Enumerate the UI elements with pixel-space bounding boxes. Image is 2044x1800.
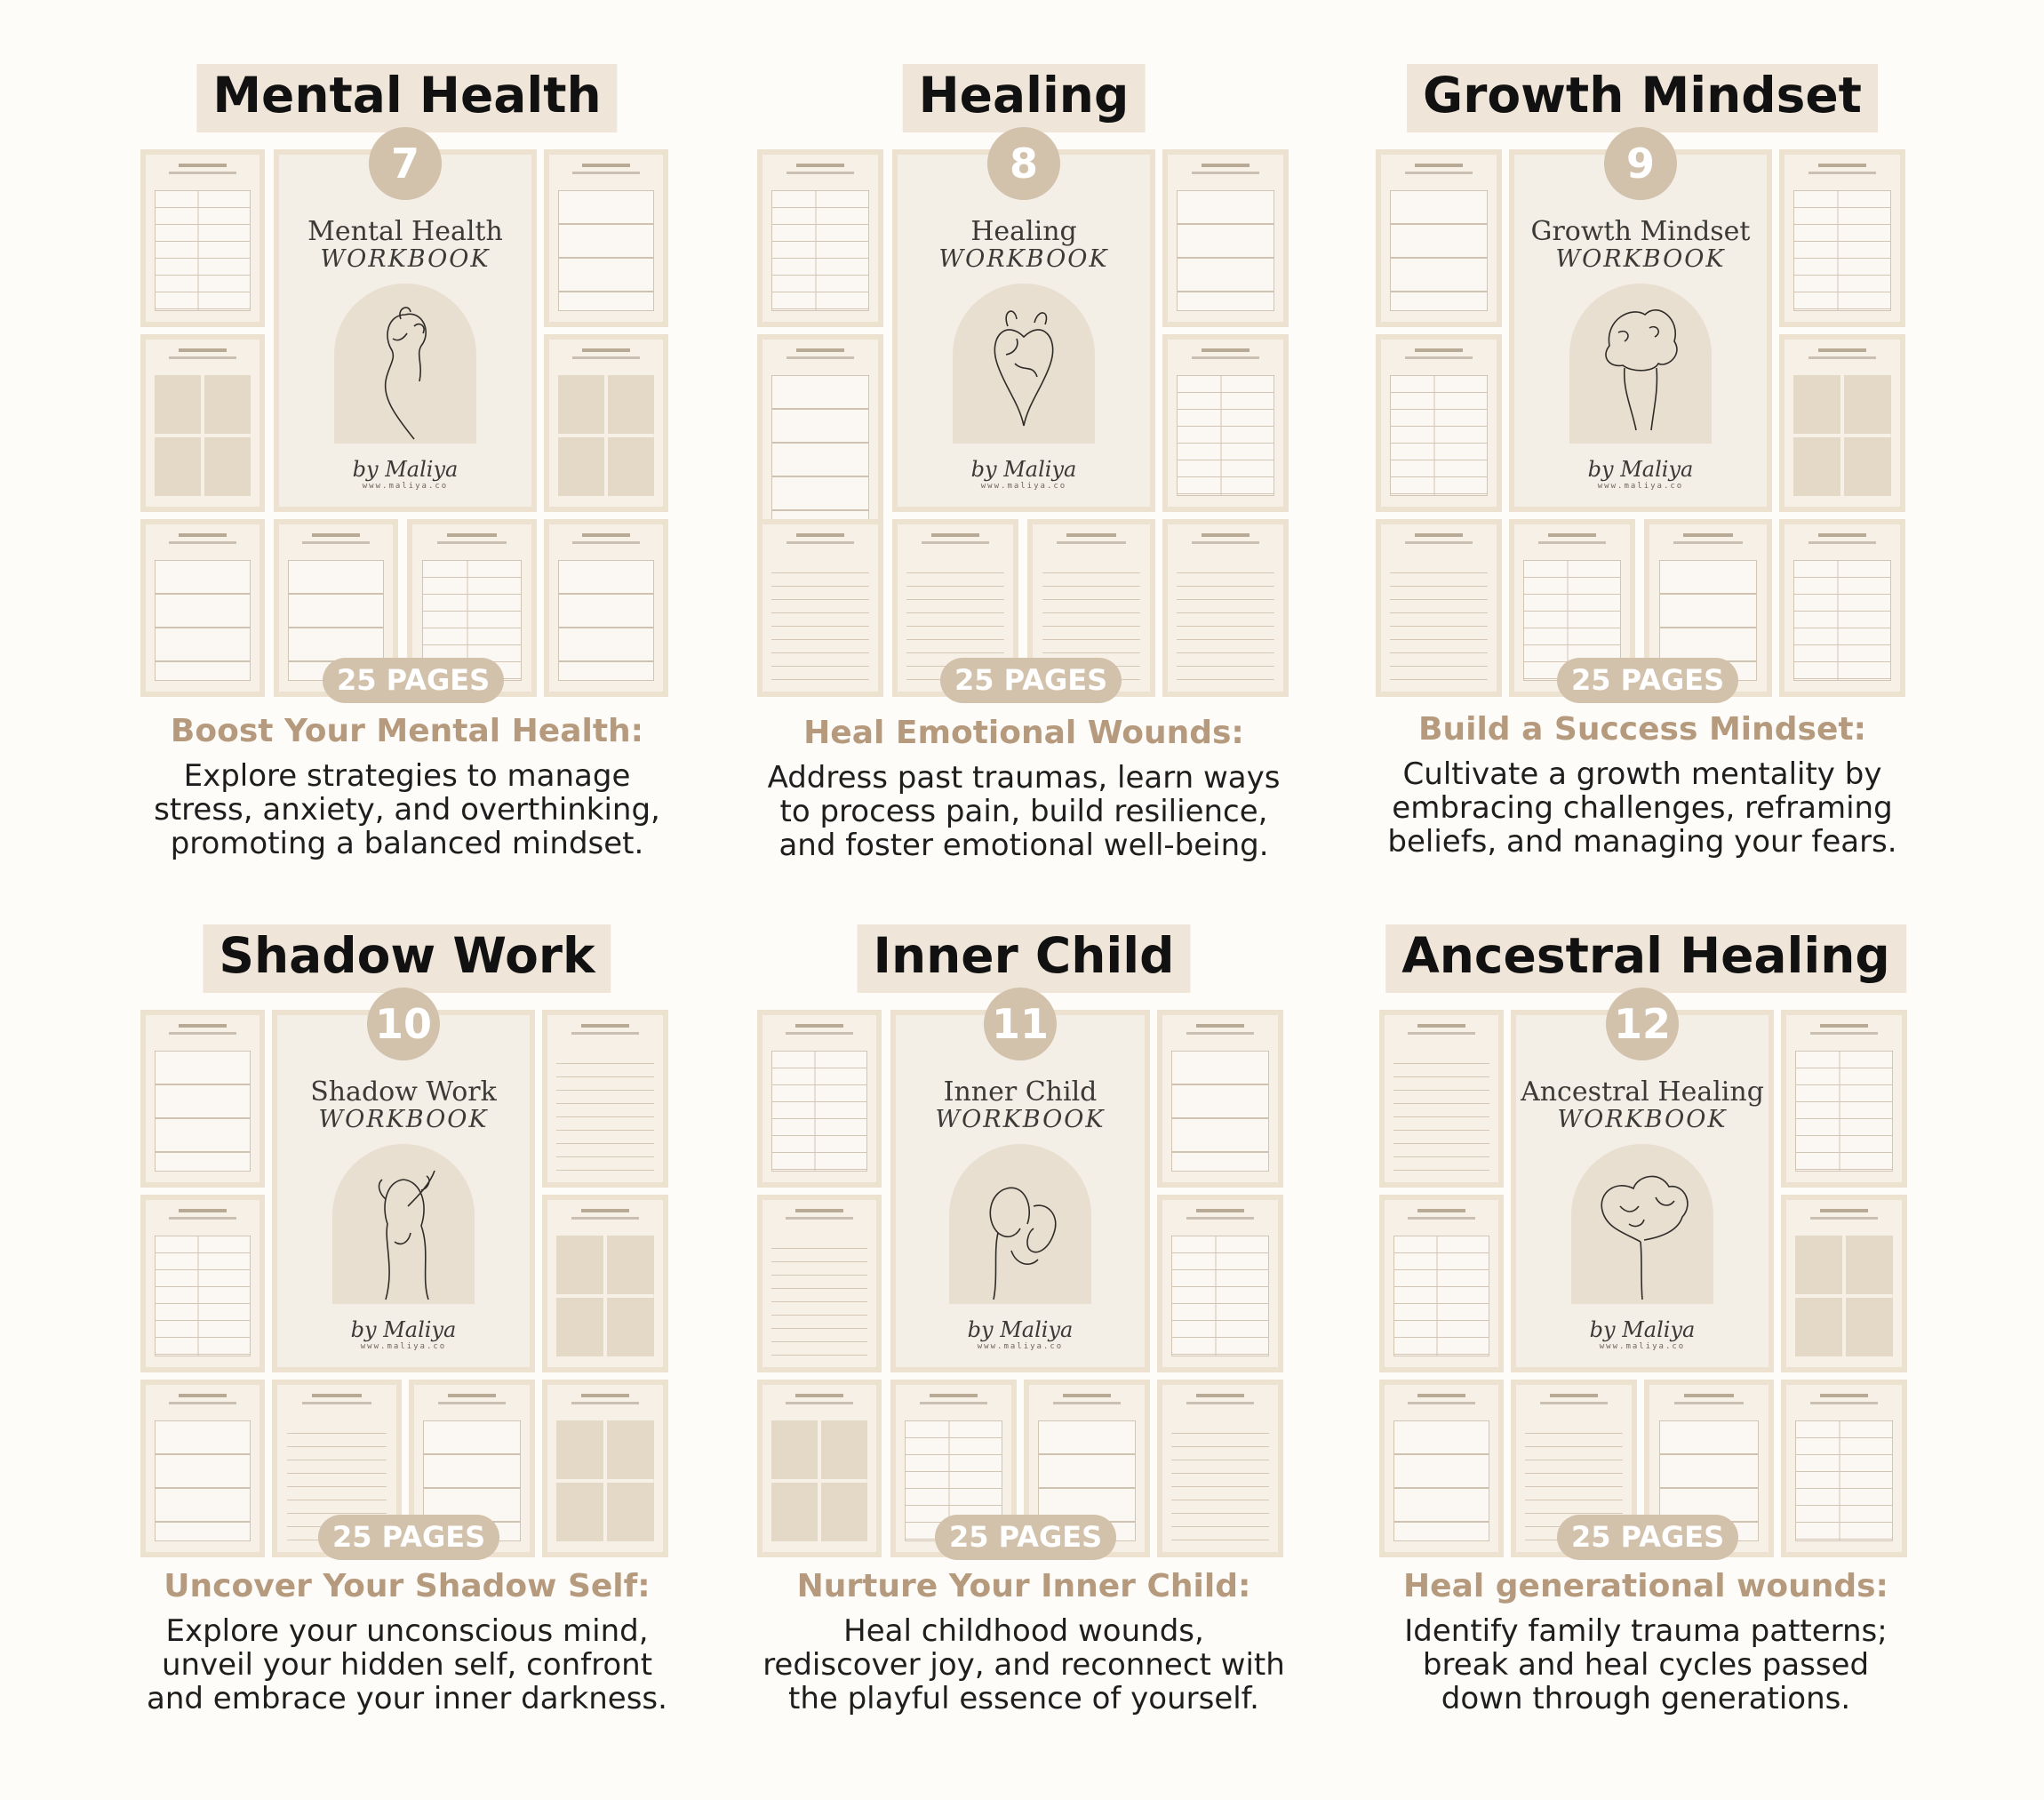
page-thumbnail [542, 1010, 668, 1188]
line-art-illustration [1571, 1144, 1713, 1304]
card-description [114, 1614, 700, 1716]
workbook-card-shadow-work[interactable] [140, 924, 674, 1778]
workbook-cover [272, 1010, 535, 1372]
page-thumbnail [544, 149, 668, 327]
page-count-badge: 25 PAGES [318, 1515, 499, 1560]
page-thumbnail [1779, 149, 1905, 327]
workbook-card-healing[interactable] [757, 64, 1290, 917]
description-line: rediscover joy, and reconnect with [763, 1647, 1285, 1683]
workbook-number-badge: 8 [987, 127, 1060, 200]
signature-text: by Maliya [352, 457, 459, 482]
card-title: Growth Mindset [1407, 64, 1878, 132]
workbook-number-badge: 10 [367, 988, 440, 1060]
brand-signature [896, 1317, 1145, 1351]
brand-url: www.maliya.co [360, 1342, 447, 1351]
page-thumbnail [140, 334, 265, 512]
card-description [114, 759, 700, 860]
card-description [731, 1614, 1317, 1716]
line-art-illustration [953, 284, 1095, 444]
page-thumbnail [1376, 334, 1502, 512]
description-line: Cultivate a growth mentality by [1402, 756, 1882, 792]
page-thumbnail [757, 1010, 882, 1188]
description-line: break and heal cycles passed [1422, 1647, 1870, 1683]
page-thumbnail [1162, 149, 1289, 327]
description-line: stress, anxiety, and overthinking, [154, 792, 660, 828]
page-thumbnail [1781, 1195, 1907, 1372]
workbook-cover [890, 1010, 1150, 1372]
workbook-cover [274, 149, 537, 512]
workbook-number-badge: 9 [1604, 127, 1677, 200]
card-subtitle: Uncover Your Shadow Self: [164, 1568, 651, 1604]
signature-text: by Maliya [967, 1317, 1074, 1342]
card-subtitle: Build a Success Mindset: [1418, 711, 1866, 748]
page-thumbnail [1781, 1010, 1907, 1188]
cover-subtitle: WORKBOOK [318, 1106, 489, 1133]
description-line: and embrace your inner darkness. [147, 1681, 667, 1716]
page-thumbnail [1781, 1380, 1907, 1557]
page-thumbnail [1779, 334, 1905, 512]
page-thumbnail [1379, 1195, 1504, 1372]
brand-url: www.maliya.co [362, 482, 449, 491]
workbook-cover [1509, 149, 1772, 512]
line-art-illustration [949, 1144, 1091, 1304]
card-description [1349, 757, 1936, 859]
line-art-illustration [332, 1144, 475, 1304]
workbook-cover [892, 149, 1155, 512]
brand-signature [277, 1317, 530, 1351]
workbook-card-mental-health[interactable] [140, 64, 674, 917]
card-title: Mental Health [196, 64, 617, 132]
workbook-card-inner-child[interactable] [757, 924, 1290, 1778]
cover-title: Healing [970, 216, 1077, 247]
card-subtitle: Nurture Your Inner Child: [796, 1568, 1251, 1604]
description-line: Explore your unconscious mind, [165, 1613, 649, 1649]
brand-url: www.maliya.co [1597, 482, 1684, 491]
page-thumbnail [544, 334, 668, 512]
brand-url: www.maliya.co [1599, 1342, 1686, 1351]
description-line: Heal childhood wounds, [843, 1613, 1204, 1649]
page-thumbnail [140, 1195, 265, 1372]
page-count-badge: 25 PAGES [1557, 658, 1738, 703]
page-thumbnail [140, 519, 265, 697]
workbook-cover [1511, 1010, 1774, 1372]
page-thumbnail [140, 149, 265, 327]
cover-subtitle: WORKBOOK [1555, 245, 1726, 273]
brand-signature [898, 457, 1150, 491]
page-thumbnail [1157, 1380, 1283, 1557]
page-thumbnail [757, 1380, 882, 1557]
cover-subtitle: WORKBOOK [938, 245, 1109, 273]
description-line: unveil your hidden self, confront [161, 1647, 653, 1683]
signature-text: by Maliya [350, 1317, 457, 1342]
page-thumbnail [140, 1010, 265, 1188]
page-thumbnail [542, 1380, 668, 1557]
card-title: Shadow Work [203, 924, 611, 993]
page-thumbnail [140, 1380, 265, 1557]
brand-signature [1516, 1317, 1769, 1351]
card-subtitle: Heal generational wounds: [1403, 1568, 1888, 1604]
page-thumbnail [1162, 334, 1289, 512]
card-subtitle: Boost Your Mental Health: [170, 713, 644, 749]
brand-signature [279, 457, 531, 491]
card-title: Healing [903, 64, 1146, 132]
cover-title: Growth Mindset [1530, 216, 1751, 247]
brand-url: www.maliya.co [977, 1342, 1064, 1351]
page-thumbnail [757, 1195, 882, 1372]
card-description [731, 761, 1317, 862]
card-title: Ancestral Healing [1385, 924, 1906, 993]
cover-title: Mental Health [307, 216, 503, 247]
page-thumbnail [757, 519, 883, 697]
page-thumbnail [542, 1195, 668, 1372]
card-title: Inner Child [858, 924, 1191, 993]
workbook-number-badge: 11 [984, 988, 1057, 1060]
workbook-number-badge: 7 [369, 127, 442, 200]
description-line: down through generations. [1441, 1681, 1851, 1716]
description-line: the playful essence of yourself. [787, 1681, 1259, 1716]
page-count-badge: 25 PAGES [1557, 1515, 1738, 1560]
cover-subtitle: WORKBOOK [1557, 1106, 1728, 1133]
description-line: beliefs, and managing your fears. [1387, 824, 1897, 860]
signature-text: by Maliya [970, 457, 1077, 482]
cover-title: Inner Child [943, 1076, 1098, 1108]
page-count-badge: 25 PAGES [940, 658, 1122, 703]
card-description [1353, 1614, 1939, 1716]
page-thumbnail [757, 149, 883, 327]
description-line: to process pain, build resilience, [779, 794, 1268, 829]
description-line: Explore strategies to manage [183, 758, 631, 794]
page-thumbnail [1379, 1010, 1504, 1188]
description-line: Address past traumas, learn ways [767, 760, 1281, 796]
cover-subtitle: WORKBOOK [320, 245, 491, 273]
workbook-number-badge: 12 [1606, 988, 1679, 1060]
line-art-illustration [334, 284, 476, 444]
cover-title: Shadow Work [310, 1076, 497, 1108]
page-thumbnail [1376, 149, 1502, 327]
description-line: and foster emotional well-being. [778, 828, 1269, 863]
brand-url: www.maliya.co [980, 482, 1067, 491]
page-thumbnail [1157, 1010, 1283, 1188]
description-line: Identify family trauma patterns; [1404, 1613, 1888, 1649]
page-thumbnail [1779, 519, 1905, 697]
description-line: promoting a balanced mindset. [170, 826, 644, 861]
page-count-badge: 25 PAGES [935, 1515, 1116, 1560]
page-thumbnail [1157, 1195, 1283, 1372]
signature-text: by Maliya [1587, 457, 1694, 482]
brand-signature [1514, 457, 1767, 491]
page-thumbnail [1376, 519, 1502, 697]
page-thumbnail [1379, 1380, 1504, 1557]
page-thumbnail [544, 519, 668, 697]
cover-title: Ancestral Healing [1521, 1076, 1764, 1108]
page-thumbnail [1162, 519, 1289, 697]
page-count-badge: 25 PAGES [323, 658, 504, 703]
signature-text: by Maliya [1589, 1317, 1696, 1342]
workbook-card-ancestral-healing[interactable] [1379, 924, 1912, 1778]
description-line: embracing challenges, reframing [1392, 790, 1893, 826]
card-subtitle: Heal Emotional Wounds: [803, 715, 1244, 751]
line-art-illustration [1569, 284, 1712, 444]
cover-subtitle: WORKBOOK [935, 1106, 1106, 1133]
workbook-card-growth-mindset[interactable] [1376, 64, 1909, 917]
